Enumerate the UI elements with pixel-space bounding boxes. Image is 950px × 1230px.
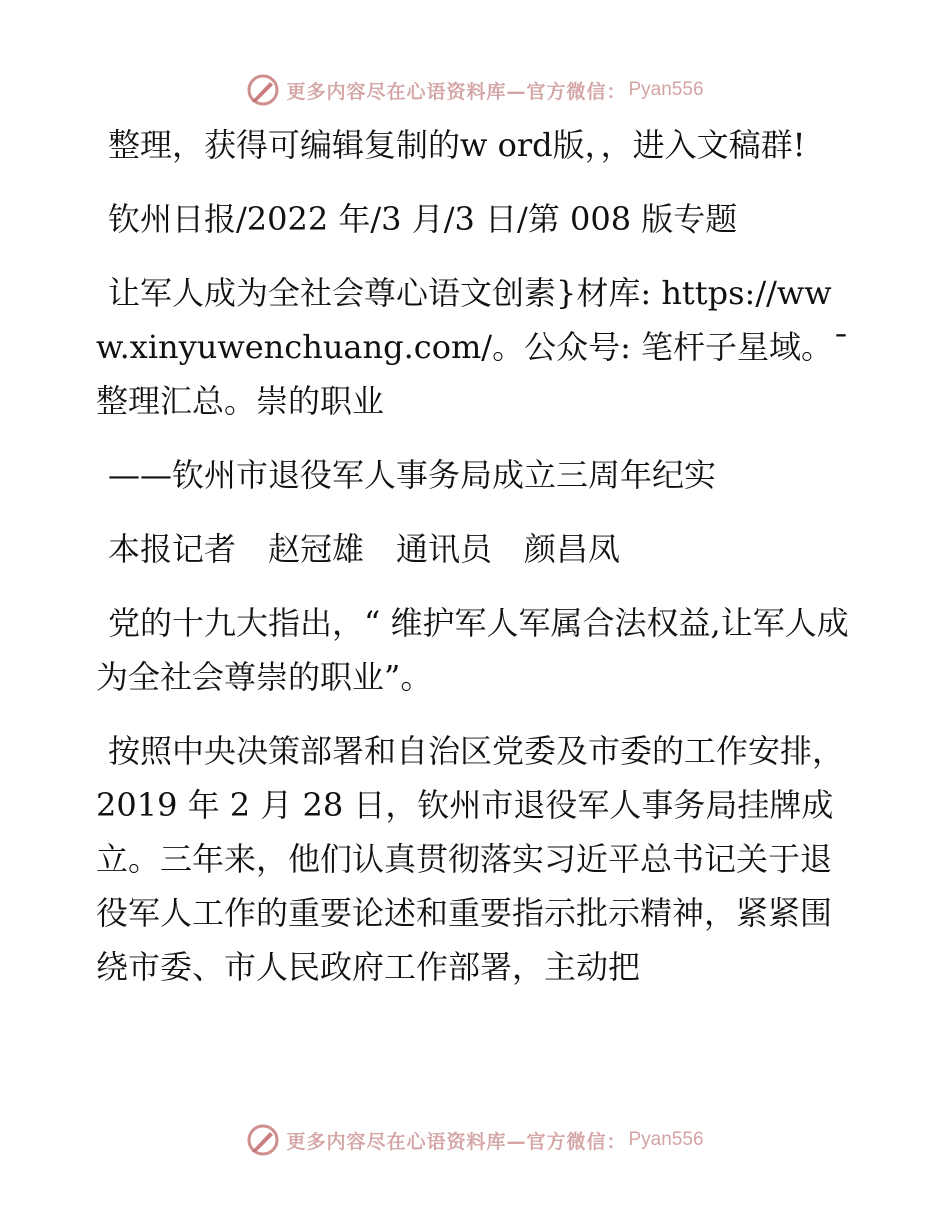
pen-logo-icon — [246, 1123, 280, 1157]
watermark-header — [0, 70, 950, 110]
paragraph-source: 钦州日报/2022 年/3 月/3 日/第 008 版专题 — [108, 200, 738, 238]
watermark-slogan: 更多内容尽在心语资料库—官方微信： — [286, 80, 627, 103]
watermark-handle: Pyan556 — [628, 79, 704, 100]
paragraph-intro: 整理，获得可编辑复制的w ord版，，进入文稿群! — [108, 126, 806, 164]
paragraph-title: 让军人成为全社会尊心语文创素}材库: https://www.xinyuwenchuang.com/。公众号: 笔杆子星域。¯整理汇总。崇的职业 — [96, 274, 850, 420]
watermark-handle: Pyan556 — [628, 1129, 704, 1150]
paragraph-byline: 本报记者 赵冠雄 通讯员 颜昌凤 — [108, 530, 621, 568]
paragraph-body: 按照中央决策部署和自治区党委及市委的工作安排，2019 年 2 月 28 日，钦州市退役军人事务局挂牌成立。三年来，他们认真贯彻落实习近平总书记关于退役军人工作的重要论述和重要指示批示精神，紧紧围绕市委、市人民政府工作部署，主动把 — [96, 732, 845, 986]
paragraph-subtitle: ——钦州市退役军人事务局成立三周年纪实 — [108, 456, 717, 494]
paragraph-quote: 党的十九大指出，“ 维护军人军属合法权益,让军人成为全社会尊崇的职业”。 — [96, 604, 849, 696]
watermark-footer — [0, 1120, 950, 1160]
watermark-slogan: 更多内容尽在心语资料库—官方微信： — [286, 1130, 627, 1153]
document-body — [96, 118, 856, 1014]
pen-logo-icon — [246, 73, 280, 107]
